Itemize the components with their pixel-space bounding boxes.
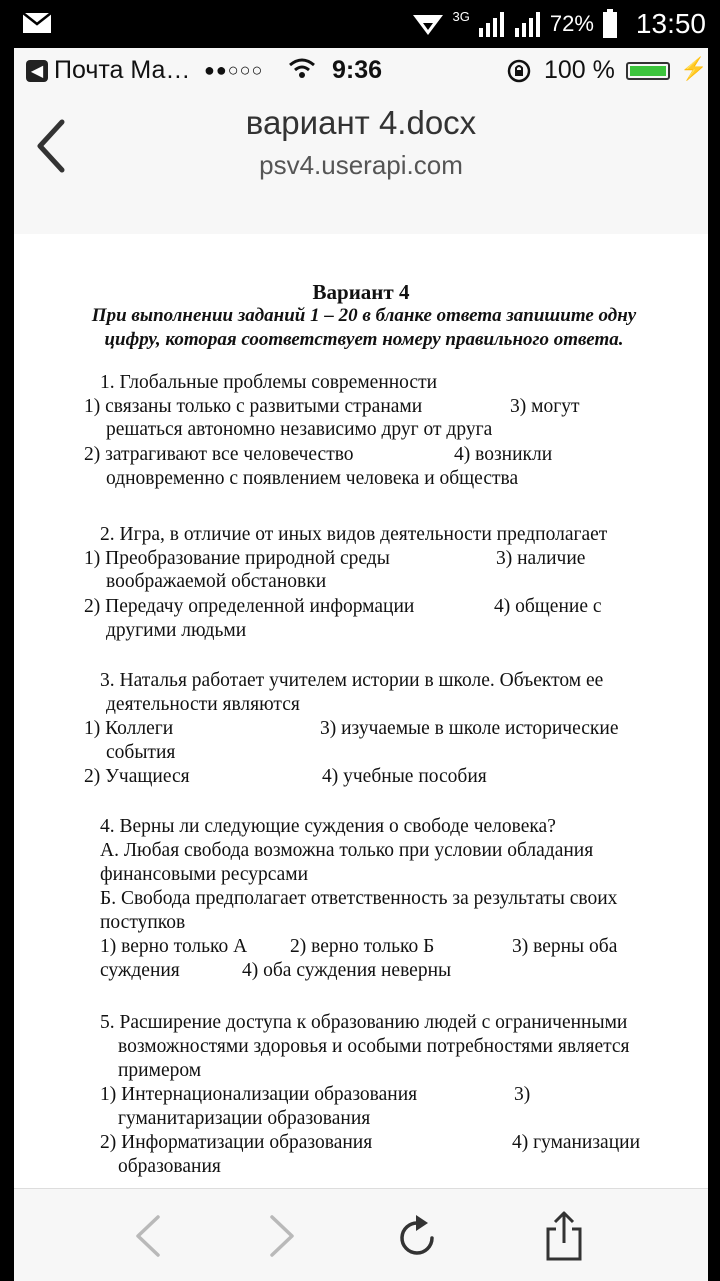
network-type: 3G <box>452 8 470 24</box>
battery-icon <box>602 9 618 39</box>
statement-b-continuation: поступков <box>100 912 186 933</box>
answer-option: 1) верно только А <box>100 936 248 957</box>
answer-continuation: одновременно с появлением человека и общества <box>106 468 519 489</box>
wifi-icon <box>411 11 445 37</box>
answer-option: 3) верны оба <box>512 936 618 957</box>
answer-option: 1) Коллеги <box>84 718 174 739</box>
answer-option: 3) <box>514 1084 531 1105</box>
answer-option: 3) могут <box>510 396 580 417</box>
instruction-line: При выполнении заданий 1 – 20 в бланке ответа запишите одну <box>91 305 637 326</box>
signal-icon <box>478 10 506 38</box>
variant-title: Вариант 4 <box>312 280 410 304</box>
ios-battery-icon <box>626 62 670 80</box>
forward-icon[interactable] <box>260 1211 304 1261</box>
bottom-toolbar <box>14 1188 708 1281</box>
answer-continuation: воображаемой обстановки <box>106 571 327 592</box>
question-text: 4. Верны ли следующие суждения о свободе человека? <box>100 816 556 837</box>
answer-option: 2) Передачу определенной информации <box>84 596 415 617</box>
reload-icon[interactable] <box>396 1211 440 1261</box>
question-text: 5. Расширение доступа к образованию людей с ограниченными <box>100 1012 628 1033</box>
answer-option: 1) Интернационализации образования <box>100 1084 418 1105</box>
document-title: вариант 4.docx <box>245 104 477 141</box>
answer-continuation: другими людьми <box>106 620 247 641</box>
signal-icon-2 <box>514 10 542 38</box>
answer-option: 2) Информатизации образования <box>100 1132 373 1153</box>
ios-status-bar <box>14 48 708 94</box>
screenshot-frame <box>14 48 708 1280</box>
rotation-lock-icon <box>506 58 532 84</box>
question-text-continuation: возможностями здоровья и особыми потребностями является <box>118 1036 630 1057</box>
back-icon[interactable] <box>126 1211 170 1261</box>
answer-option: 4) учебные пособия <box>322 766 487 787</box>
document-content <box>14 234 708 1188</box>
android-clock: 13:50 <box>635 8 706 39</box>
answer-option: 4) общение с <box>494 596 602 617</box>
answer-option: 1) Преобразование природной среды <box>84 548 390 569</box>
back-app-label: Почта Ма… <box>54 56 191 84</box>
answer-option: 2) Учащиеся <box>84 766 190 787</box>
instruction-line: цифру, которая соответствует номеру правильного ответа. <box>104 329 624 350</box>
ios-battery-percent: 100 % <box>544 56 615 84</box>
answer-continuation: образования <box>118 1156 221 1177</box>
statement-a: А. Любая свобода возможна только при условии обладания <box>100 840 594 861</box>
mail-notification-icon <box>22 12 52 34</box>
android-status-bar <box>0 0 720 48</box>
answer-option: 3) наличие <box>496 548 586 569</box>
battery-percent: 72% <box>549 11 594 36</box>
answer-option: 3) изучаемые в школе исторические <box>320 718 619 739</box>
answer-continuation: решаться автономно независимо друг от друга <box>106 419 493 440</box>
answer-continuation: гуманитаризации образования <box>118 1108 371 1129</box>
question-text: 3. Наталья работает учителем истории в школе. Объектом ее <box>100 670 604 691</box>
question-text-continuation: примером <box>118 1060 202 1081</box>
cell-signal: ●●○○○ <box>204 60 264 80</box>
statement-b: Б. Свобода предполагает ответственность за результаты своих <box>100 888 618 909</box>
back-to-app[interactable] <box>26 56 190 85</box>
document-header <box>14 94 708 235</box>
share-icon[interactable] <box>542 1211 586 1261</box>
question-text-continuation: деятельности являются <box>106 694 300 715</box>
answer-option: 1) связаны только с развитыми странами <box>84 396 423 417</box>
instruction <box>64 304 664 352</box>
question-text: 1. Глобальные проблемы современности <box>100 372 438 393</box>
answer-option: 4) оба суждения неверны <box>242 960 452 981</box>
charging-icon: ⚡ <box>680 56 708 81</box>
answer-option: 4) гуманизации <box>512 1132 641 1153</box>
ios-clock: 9:36 <box>332 56 383 84</box>
back-arrow-icon: ◀ <box>26 60 48 82</box>
answer-option: 2) верно только Б <box>290 936 435 957</box>
wifi-icon <box>288 56 316 80</box>
question-text: 2. Игра, в отличие от иных видов деятельности предполагает <box>100 524 608 545</box>
answer-option: 4) возникли <box>454 444 553 465</box>
answer-option: 2) затрагивают все человечество <box>84 444 354 465</box>
answer-continuation: события <box>106 742 176 763</box>
answer-continuation: суждения <box>100 960 180 981</box>
document-source: psv4.userapi.com <box>259 150 463 180</box>
statement-a-continuation: финансовыми ресурсами <box>100 864 309 885</box>
